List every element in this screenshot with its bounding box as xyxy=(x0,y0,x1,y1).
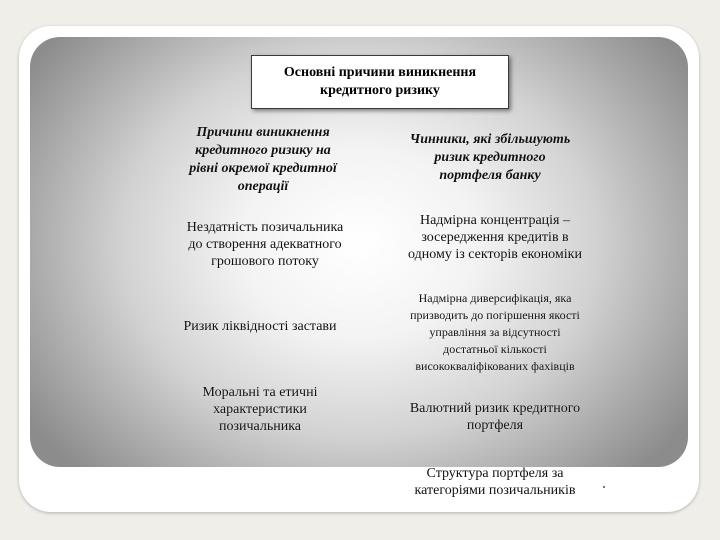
right-item-currency-risk: Валютний ризик кредитного портфеля xyxy=(409,401,581,433)
right-item-diversification: Надмірна диверсифікація, яка призводить до погіршення якості управління за відсутності достатньої кількості висококваліфікованих фахівців xyxy=(410,291,580,373)
left-item-moral-characteristics: Моральні та етичні характеристики позичальника xyxy=(202,385,318,434)
left-item-cash-flow: Нездатність позичальника до створення адекватного грошового потоку xyxy=(186,220,344,269)
right-column-heading: Чинники, які збільшують ризик кредитного портфеля банку xyxy=(409,132,571,183)
title-text: Основні причини виникнення кредитного ризику xyxy=(283,65,477,98)
left-column-heading: Причини виникнення кредитного ризику на рівні окремої кредитної операції xyxy=(189,125,337,194)
right-item-portfolio-structure: Структура портфеля за категоріями позичальників xyxy=(414,466,576,498)
decorative-dot xyxy=(603,486,605,488)
right-item-concentration: Надмірна концентрація – зосередження кредитів в одному із секторів економіки xyxy=(408,213,582,262)
left-item-collateral-liquidity: Ризик ліквідності застави xyxy=(183,319,337,334)
title-box xyxy=(251,55,509,109)
